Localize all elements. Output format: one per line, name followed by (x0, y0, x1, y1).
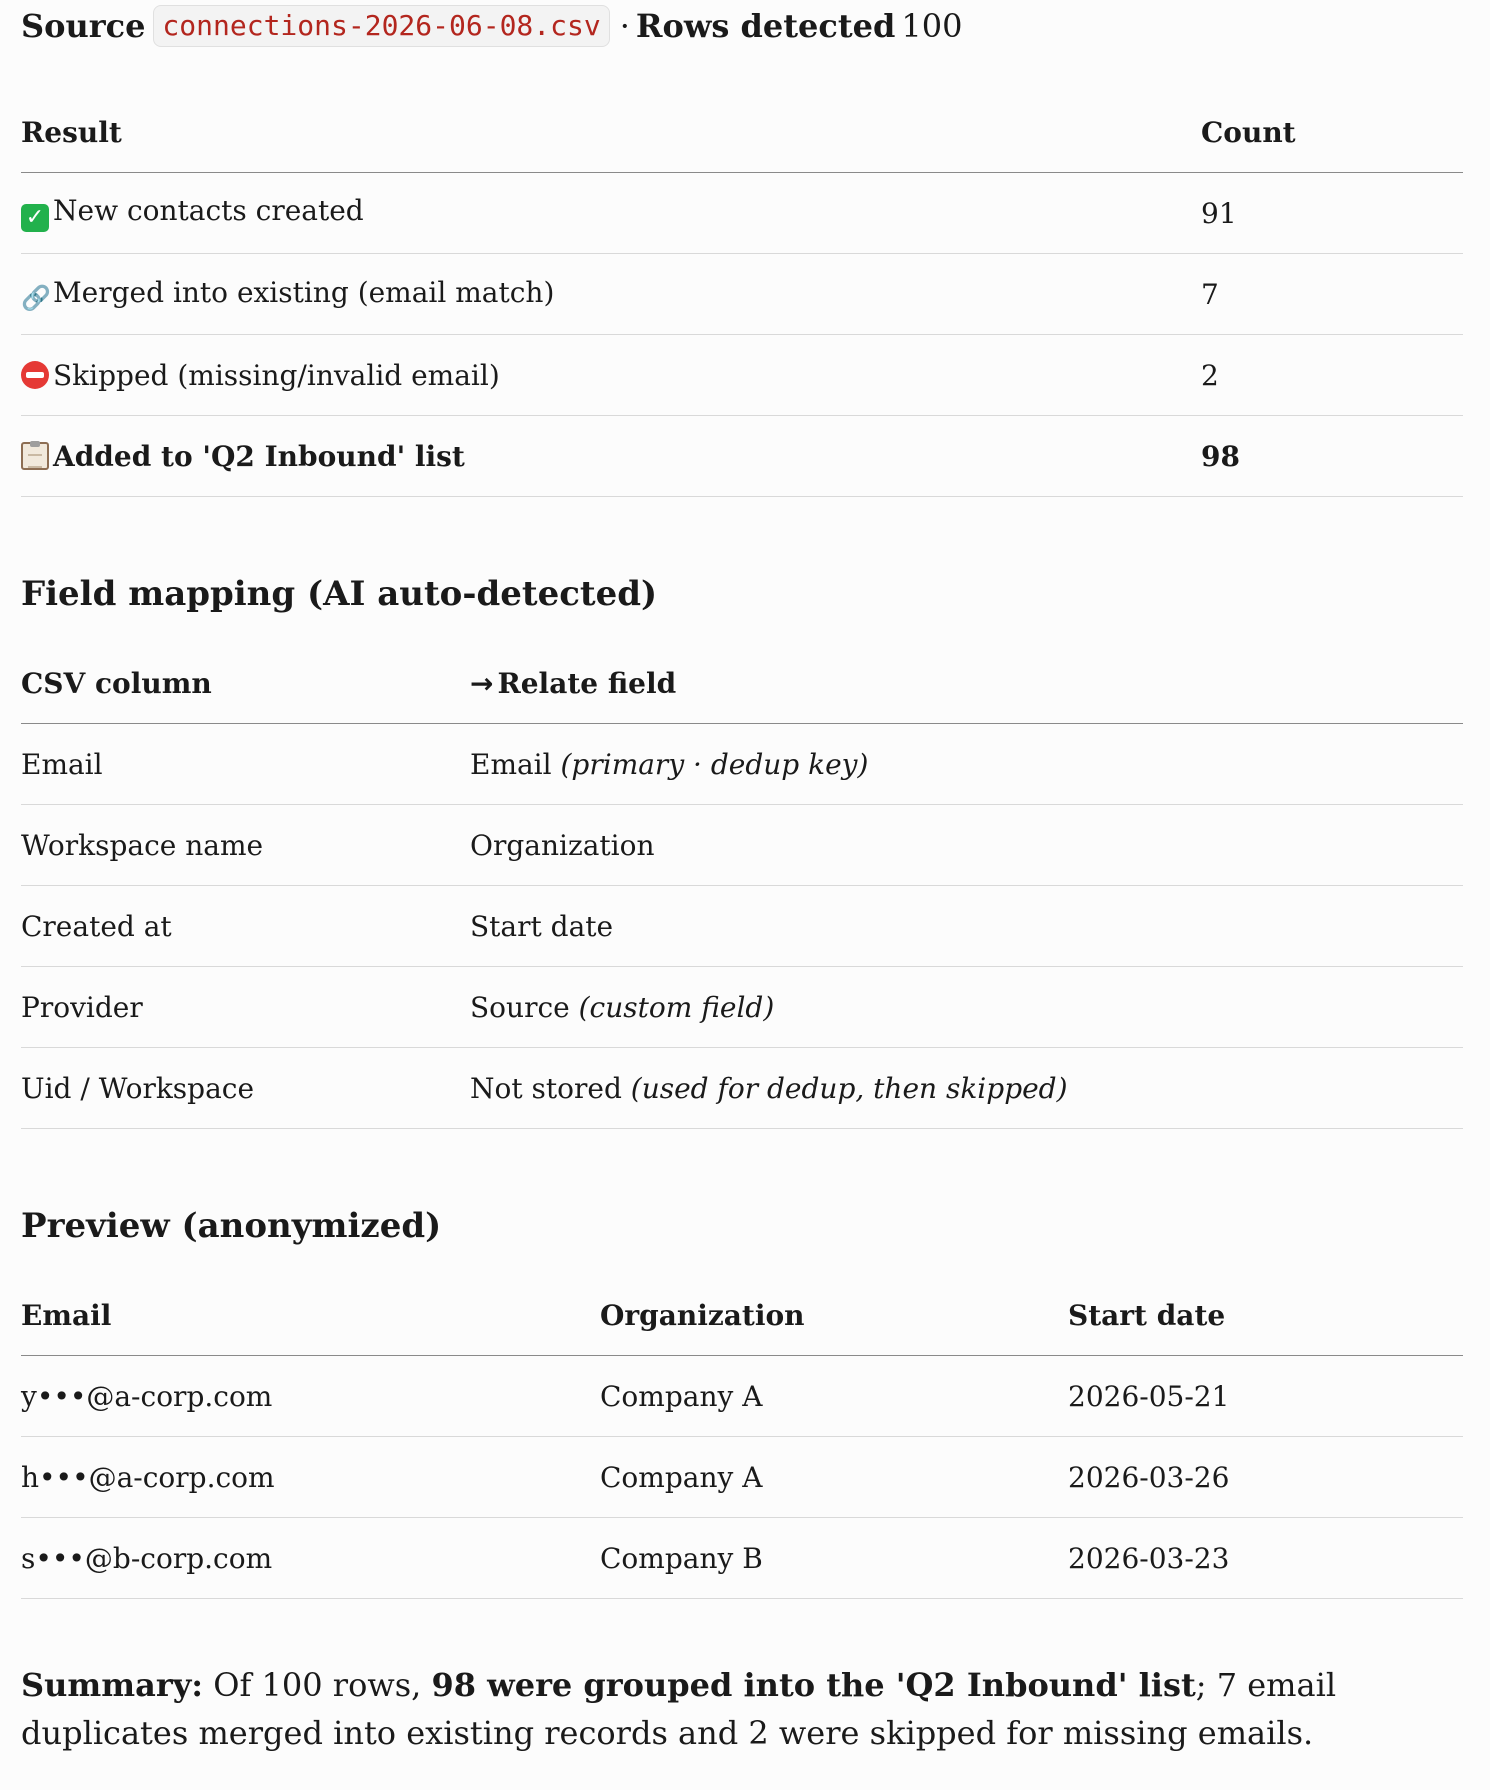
table-row (21, 335, 1463, 416)
table-row (21, 886, 1463, 967)
summary-text-2: ; 7 email duplicates merged into existing records and 2 were skipped for missing emails. (21, 1666, 1337, 1752)
preview-organization: Company A (600, 1437, 1068, 1518)
preview-organization: Company B (600, 1518, 1068, 1599)
table-row (21, 1518, 1463, 1599)
table-row (21, 173, 1463, 254)
field-mapping-title: Field mapping (AI auto-detected) (21, 574, 658, 614)
csv-column: Provider (21, 967, 470, 1048)
relate-field: Email (470, 747, 552, 781)
results-header-count: Count (1201, 92, 1463, 173)
result-count: 98 (1201, 416, 1463, 497)
csv-column: Email (21, 724, 470, 805)
preview-header-email: Email (21, 1275, 600, 1356)
table-row (21, 416, 1463, 497)
table-row (21, 1356, 1463, 1437)
preview-start-date: 2026-03-26 (1068, 1437, 1463, 1518)
relate-field-note: (custom field) (578, 990, 775, 1024)
csv-column: Created at (21, 886, 470, 967)
result-cell (21, 335, 1201, 416)
clipboard-icon (21, 442, 49, 470)
source-line (21, 0, 1463, 52)
table-row (21, 967, 1463, 1048)
check-mark-icon: ✓ (21, 204, 49, 232)
result-label: Skipped (missing/invalid email) (53, 358, 500, 392)
import-report (21, 0, 1463, 1789)
link-icon: 🔗 (21, 284, 51, 312)
table-row (21, 805, 1463, 886)
summary-text-1: Of 100 rows, (213, 1666, 422, 1704)
mapping-header-field-label: Relate field (497, 666, 677, 700)
result-cell (21, 254, 1201, 335)
rows-detected-label: Rows detected (635, 7, 896, 45)
preview-organization: Company A (600, 1356, 1068, 1437)
preview-start-date: 2026-05-21 (1068, 1356, 1463, 1437)
no-entry-icon (21, 361, 49, 389)
source-separator: · (619, 7, 630, 45)
preview-header-row (21, 1275, 1463, 1356)
preview-header-start-date: Start date (1068, 1275, 1463, 1356)
csv-column: Uid / Workspace (21, 1048, 470, 1129)
relate-field-note: (used for dedup, then skipped) (630, 1071, 1068, 1105)
table-row (21, 1048, 1463, 1129)
summary-highlight: 98 were grouped into the 'Q2 Inbound' list (431, 1666, 1196, 1704)
csv-column: Workspace name (21, 805, 470, 886)
table-row (21, 254, 1463, 335)
preview-email: h•••@a-corp.com (21, 1437, 600, 1518)
result-cell (21, 416, 1201, 497)
summary-label: Summary: (21, 1666, 204, 1704)
source-filename: connections-2026-06-08.csv (153, 5, 609, 47)
relate-field-cell (470, 805, 1463, 886)
result-label: Added to 'Q2 Inbound' list (53, 439, 465, 473)
field-mapping-table (21, 643, 1463, 1129)
arrow-right-icon: → (470, 666, 494, 700)
result-cell (21, 173, 1201, 254)
results-header-result: Result (21, 92, 1201, 173)
preview-start-date: 2026-03-23 (1068, 1518, 1463, 1599)
relate-field-cell (470, 967, 1463, 1048)
rows-detected-value: 100 (901, 7, 963, 45)
table-row (21, 1437, 1463, 1518)
relate-field: Source (470, 990, 570, 1024)
preview-title: Preview (anonymized) (21, 1206, 442, 1246)
result-count: 2 (1201, 335, 1463, 416)
relate-field-cell (470, 886, 1463, 967)
preview-email: s•••@b-corp.com (21, 1518, 600, 1599)
result-label: New contacts created (53, 194, 364, 227)
relate-field-cell (470, 1048, 1463, 1129)
result-count: 7 (1201, 254, 1463, 335)
results-header-row (21, 92, 1463, 173)
result-count: 91 (1201, 173, 1463, 254)
relate-field-cell (470, 724, 1463, 805)
preview-table (21, 1275, 1463, 1599)
preview-header-organization: Organization (600, 1275, 1068, 1356)
relate-field-note: (primary · dedup key) (560, 747, 869, 781)
source-label: Source (21, 7, 146, 45)
relate-field: Organization (470, 828, 655, 862)
results-table (21, 92, 1463, 497)
mapping-header-field (470, 643, 1463, 724)
mapping-header-row (21, 643, 1463, 724)
relate-field: Not stored (470, 1071, 622, 1105)
table-row (21, 724, 1463, 805)
mapping-header-csv: CSV column (21, 643, 470, 724)
result-label: Merged into existing (email match) (53, 276, 555, 309)
relate-field: Start date (470, 909, 614, 943)
summary-paragraph (21, 1661, 1361, 1757)
preview-email: y•••@a-corp.com (21, 1356, 600, 1437)
